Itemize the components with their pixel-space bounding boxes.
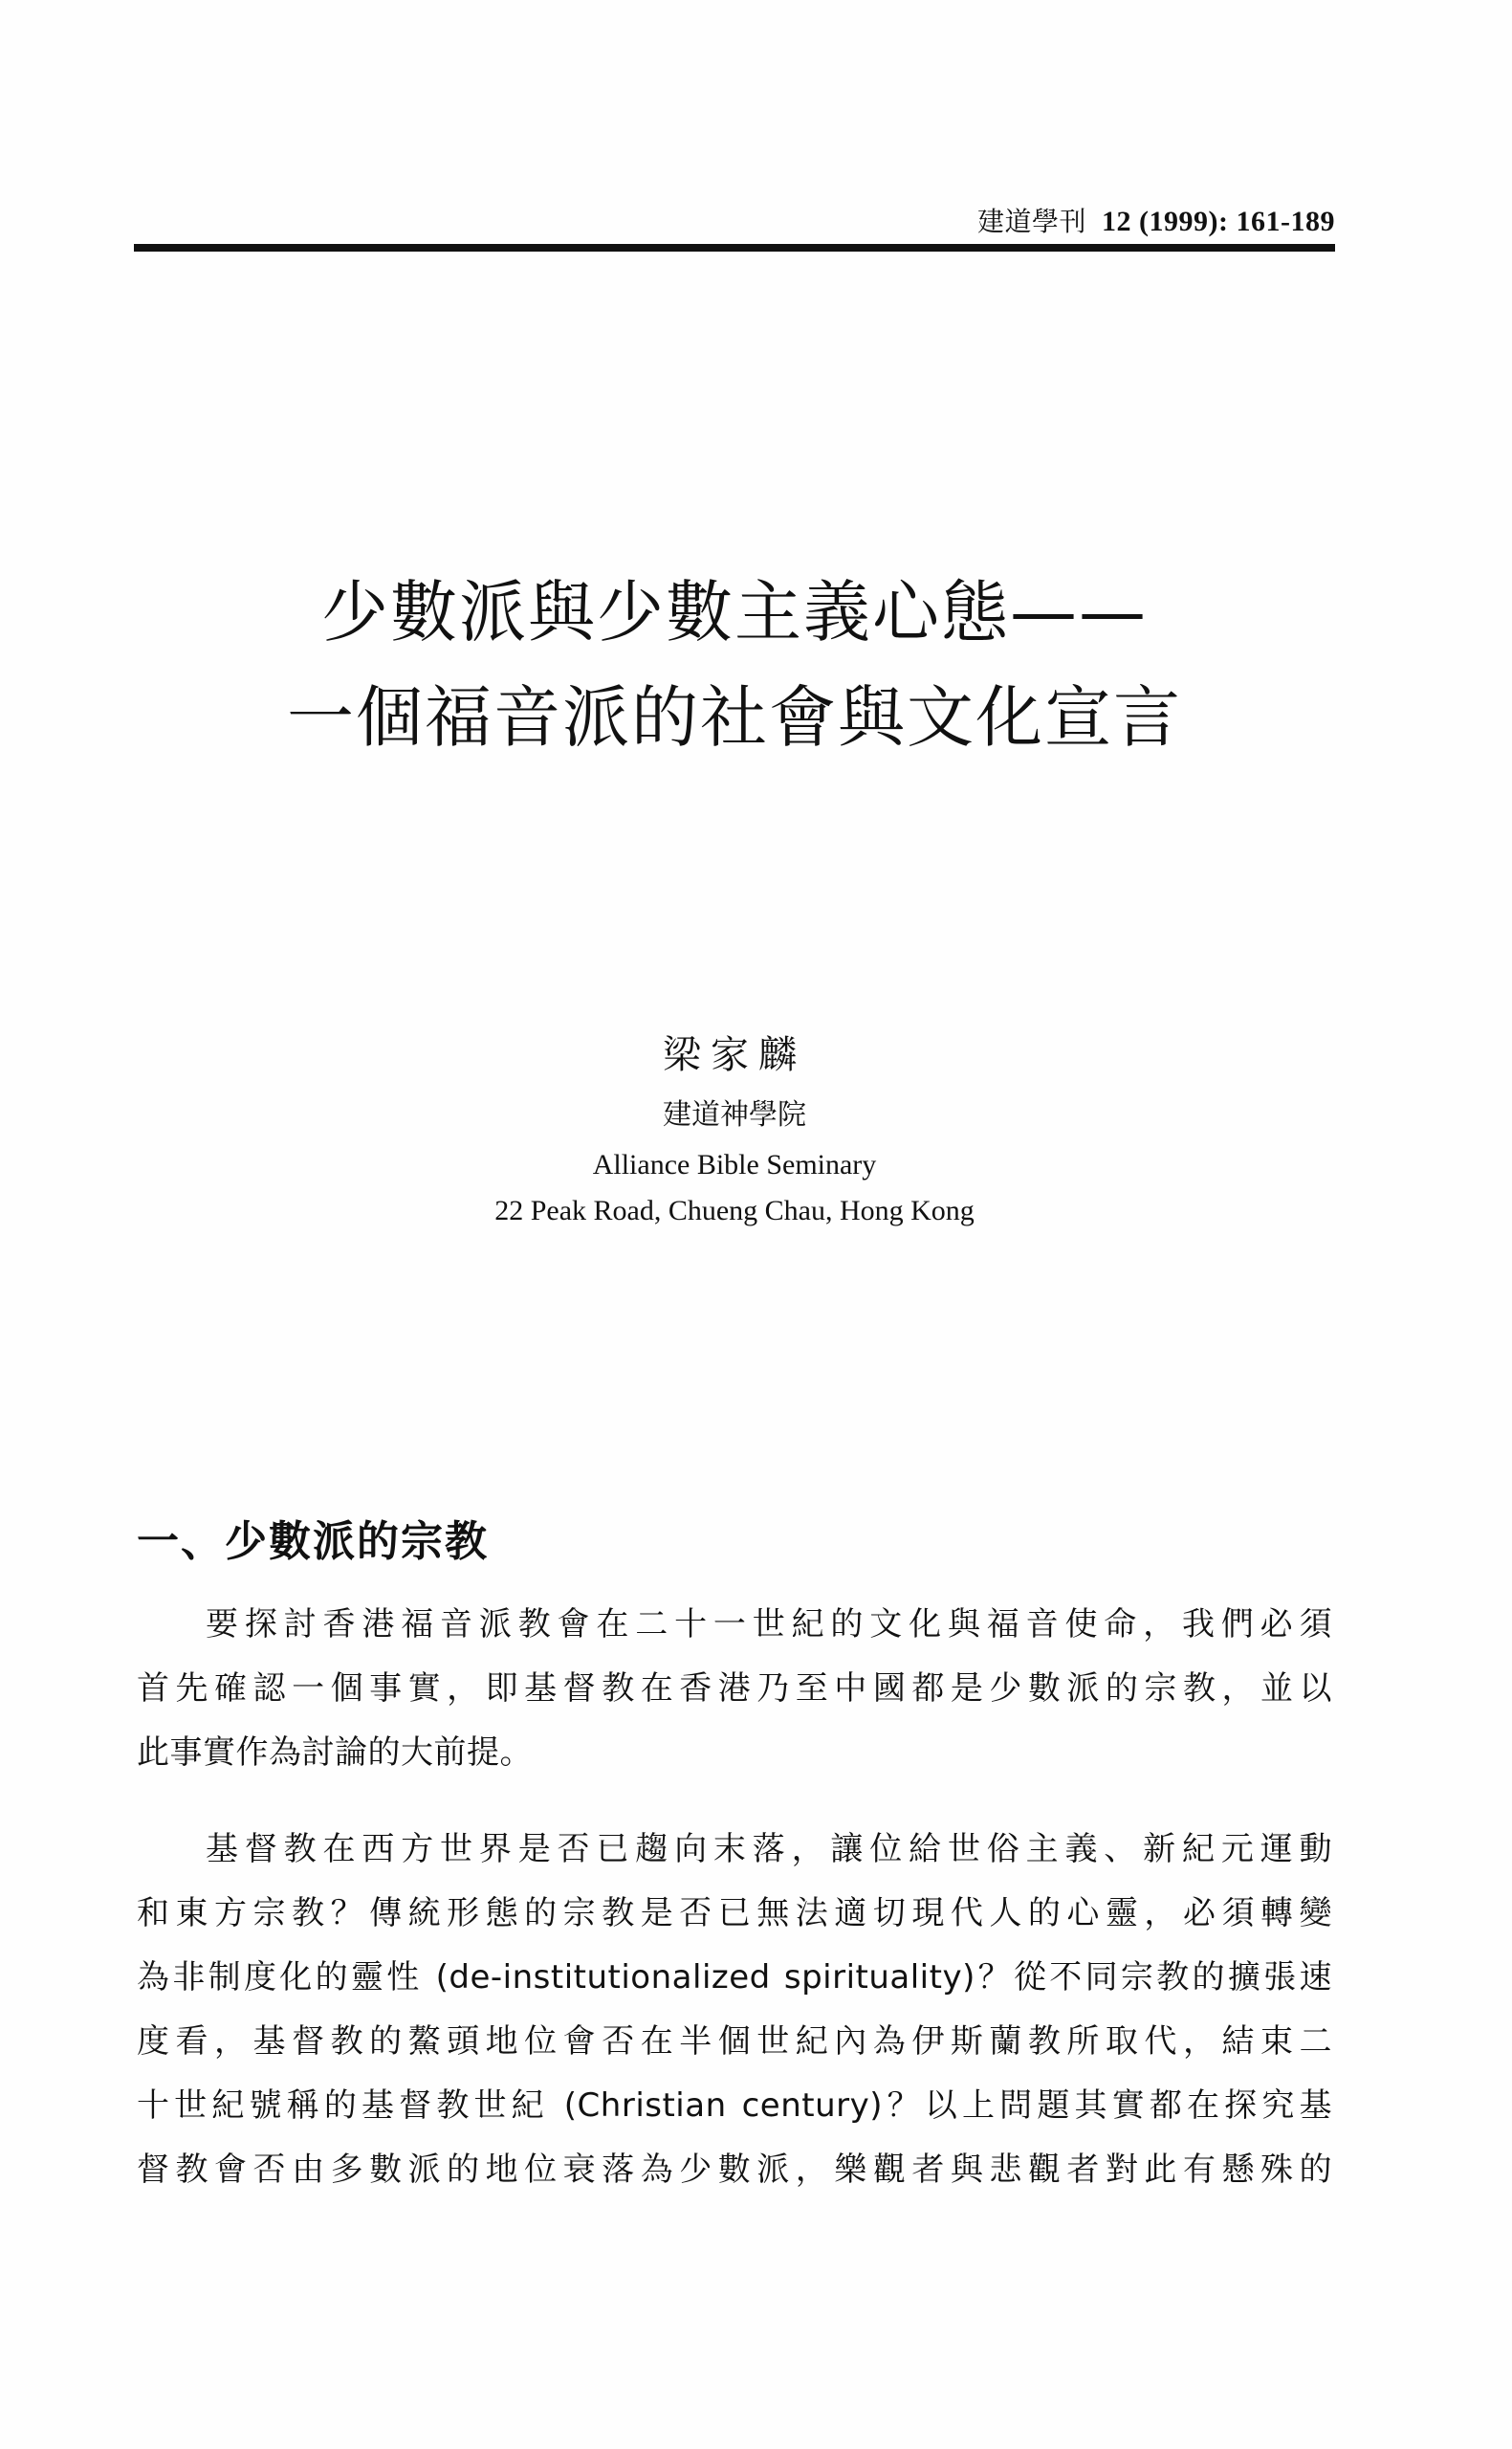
article-title [134, 560, 1335, 770]
header-rule [134, 244, 1335, 252]
paragraph-line: 度看，基督教的鰲頭地位會否在半個世紀內為伊斯蘭教所取代，結束二 [137, 2022, 1332, 2061]
affiliation-chinese: 建道神學院 [663, 1098, 806, 1132]
paragraph-line: 首先確認一個事實，即基督教在香港乃至中國都是少數派的宗教，並以 [137, 1669, 1332, 1708]
paragraph-line: 此事實作為討論的大前提。 [137, 1733, 533, 1772]
paragraph-1 [137, 1593, 1332, 1785]
paragraph-line: 要探討香港福音派教會在二十一世紀的文化與福音使命，我們必須 [206, 1605, 1332, 1644]
running-header [977, 201, 1335, 239]
title-line-1: 少數派與少數主義心態—— [321, 573, 1148, 651]
paragraph-line: 十世紀號稱的基督教世紀 (Christian century)？以上問題其實都在探究基 [137, 2086, 1332, 2125]
author-name: 梁家麟 [663, 1033, 806, 1077]
paragraph-line: 和東方宗教？傳統形態的宗教是否已無法適切現代人的心靈，必須轉變 [137, 1894, 1332, 1932]
affiliation-address: 22 Peak Road, Chueng Chau, Hong Kong [494, 1195, 975, 1226]
journal-name: 建道學刊 [977, 206, 1087, 237]
author-block [134, 1022, 1335, 1234]
paragraph-line: 督教會否由多數派的地位衰落為少數派，樂觀者與悲觀者對此有懸殊的 [137, 2151, 1332, 2189]
affiliation-english: Alliance Bible Seminary [592, 1149, 877, 1180]
section-heading: 一、少數派的宗教 [137, 1517, 489, 1566]
paragraph-line: 基督教在西方世界是否已趨向末落，讓位給世俗主義、新紀元運動 [206, 1830, 1332, 1868]
paragraph-2 [137, 1818, 1332, 2202]
paragraph-line: 為非制度化的靈性 (de-institutionalized spirituality)？從不同宗教的擴張速 [137, 1958, 1332, 1997]
issue-pages: 12 (1999): 161-189 [1102, 206, 1335, 237]
title-line-2: 一個福音派的社會與文化宣言 [287, 678, 1182, 757]
